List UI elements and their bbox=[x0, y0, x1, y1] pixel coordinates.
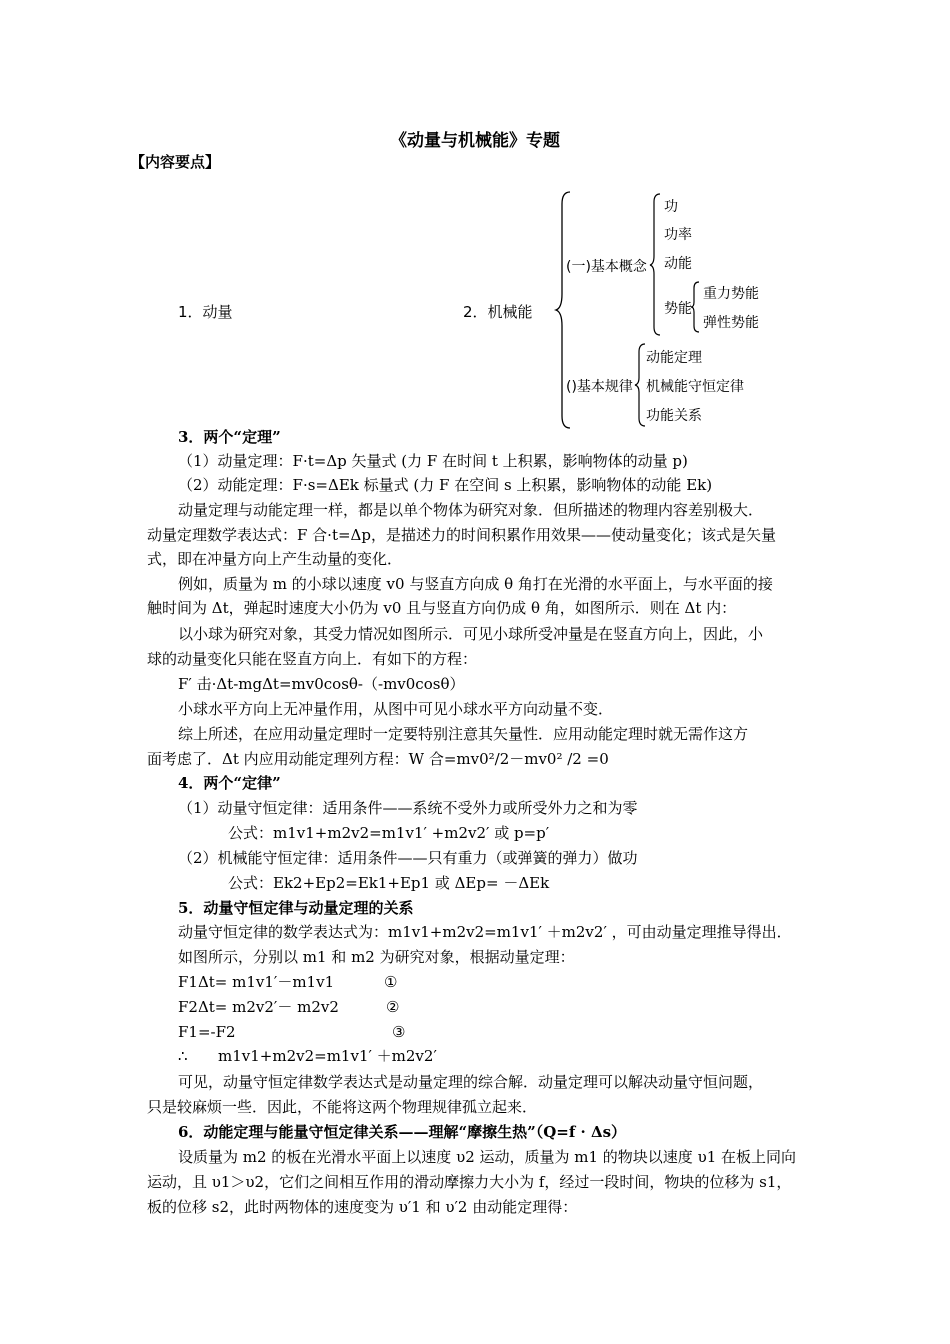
section-header: 【内容要点】 bbox=[130, 153, 221, 171]
tree-gong: 功 bbox=[664, 199, 678, 215]
text-line: 动量定理数学表达式：F 合·t=Δp，是描述力的时间积累作用效果——使动量变化；该式是矢量 bbox=[147, 526, 776, 544]
brace-potential bbox=[691, 280, 701, 334]
text-line: 动量定理与动能定理一样，都是以单个物体为研究对象．但所描述的物理内容差别极大． bbox=[178, 501, 764, 519]
heading-two-theorems: 3．两个“定理” bbox=[178, 428, 281, 446]
equation-marker-2: ② bbox=[386, 998, 400, 1016]
tree-law-conservation: 机械能守恒定律 bbox=[646, 379, 744, 395]
text-line: 例如，质量为 m 的小球以速度 v0 与竖直方向成 θ 角打在光滑的水平面上，与水平面的接 bbox=[178, 575, 773, 593]
equation-3: F1=-F2 bbox=[178, 1023, 236, 1041]
tree-zhongli: 重力势能 bbox=[703, 286, 759, 302]
equation-marker-1: ① bbox=[384, 973, 398, 991]
equation-marker-3: ③ bbox=[392, 1023, 406, 1041]
tree-basic-concepts: (一)基本概念 bbox=[566, 259, 647, 275]
formula-line: 公式：m1v1+m2v2=m1v1′ +m2v2′ 或 p=p′ bbox=[228, 824, 550, 842]
equation-2: F2Δt= m2v2′－ m2v2 bbox=[178, 998, 339, 1016]
text-line: 只是较麻烦一些．因此，不能将这两个物理规律孤立起来． bbox=[147, 1098, 538, 1116]
tree-gonglv: 功率 bbox=[664, 227, 692, 243]
text-line: 式，即在冲量方向上产生动量的变化． bbox=[147, 550, 403, 568]
tree-law-relation: 功能关系 bbox=[646, 408, 702, 424]
therefore-symbol: ∴ bbox=[178, 1047, 188, 1065]
text-line: 板的位移 s2，此时两物体的速度变为 υ′1 和 υ′2 由动能定理得： bbox=[147, 1198, 578, 1216]
text-line: 综上所述，在应用动量定理时一定要特别注意其矢量性．应用动能定理时就无需作这方 bbox=[178, 725, 749, 743]
heading-relation: 5．动量守恒定律与动量定理的关系 bbox=[178, 899, 414, 917]
text-line: 触时间为 Δt，弹起时速度大小仍为 v0 且与竖直方向仍成 θ 角，如图所示．则在 Δt 内： bbox=[147, 599, 737, 617]
tree-basic-laws: ()基本规律 bbox=[566, 379, 633, 395]
tree-dongneng: 动能 bbox=[664, 256, 692, 272]
text-line: 面考虑了．Δt 内应用动能定理列方程：W 合=mv0²/2－mv0² /2 =0 bbox=[147, 750, 609, 768]
tree-law-kinetic: 动能定理 bbox=[646, 350, 702, 366]
equation-1: F1Δt= m1v1′－m1v1 bbox=[178, 973, 335, 991]
equation-result: m1v1+m2v2=m1v1′ ＋m2v2′ bbox=[218, 1047, 437, 1065]
text-line: 设质量为 m2 的板在光滑水平面上以速度 υ2 运动，质量为 m1 的物块以速度 υ1 在板上同向 bbox=[178, 1148, 797, 1166]
tree-shineng: 势能 bbox=[664, 301, 692, 317]
item-momentum: 1．动量 bbox=[178, 303, 233, 321]
heading-friction-heat: 6．动能定理与能量守恒定律关系——理解“摩擦生热”（Q=f · Δs） bbox=[178, 1123, 627, 1141]
text-line: 运动，且 υ1＞υ2，它们之间相互作用的滑动摩擦力大小为 f，经过一段时间，物块的位移为 s1， bbox=[147, 1173, 792, 1191]
text-line: 动量守恒定律的数学表达式为：m1v1+m2v2=m1v1′ ＋m2v2′ ，可由动量定理推导得出． bbox=[178, 923, 792, 941]
text-line: （1）动量守恒定律：适用条件——系统不受外力或所受外力之和为零 bbox=[178, 799, 638, 817]
text-line: （2）机械能守恒定律：适用条件——只有重力（或弹簧的弹力）做功 bbox=[178, 849, 638, 867]
text-line: （2）动能定理：F·s=ΔEk 标量式 (力 F 在空间 s 上积累，影响物体的动能 Ek) bbox=[178, 476, 713, 494]
tree-tanxing: 弹性势能 bbox=[703, 315, 759, 331]
text-line: 如图所示，分别以 m1 和 m2 为研究对象，根据动量定理： bbox=[178, 948, 575, 966]
equation-line: F′ 击·Δt-mgΔt=mv0cosθ-（-mv0cosθ） bbox=[178, 675, 465, 693]
text-line: 以小球为研究对象，其受力情况如图所示．可见小球所受冲量是在竖直方向上，因此，小 bbox=[178, 625, 764, 643]
text-line: 小球水平方向上无冲量作用，从图中可见小球水平方向动量不变． bbox=[178, 700, 614, 718]
page-title: 《动量与机械能》专题 bbox=[390, 131, 560, 151]
text-line: （1）动量定理：F·t=Δp 矢量式 (力 F 在时间 t 上积累，影响物体的动量 p) bbox=[178, 452, 688, 470]
text-line: 球的动量变化只能在竖直方向上．有如下的方程： bbox=[147, 650, 478, 668]
text-line: 可见，动量守恒定律数学表达式是动量定理的综合解．动量定理可以解决动量守恒问题， bbox=[178, 1073, 764, 1091]
brace-concepts bbox=[650, 192, 662, 337]
item-mechanical-energy: 2．机械能 bbox=[463, 303, 533, 321]
heading-two-laws: 4．两个“定律” bbox=[178, 774, 281, 792]
formula-line: 公式：Ek2+Ep2=Ek1+Ep1 或 ΔEp= －ΔEk bbox=[228, 874, 550, 892]
